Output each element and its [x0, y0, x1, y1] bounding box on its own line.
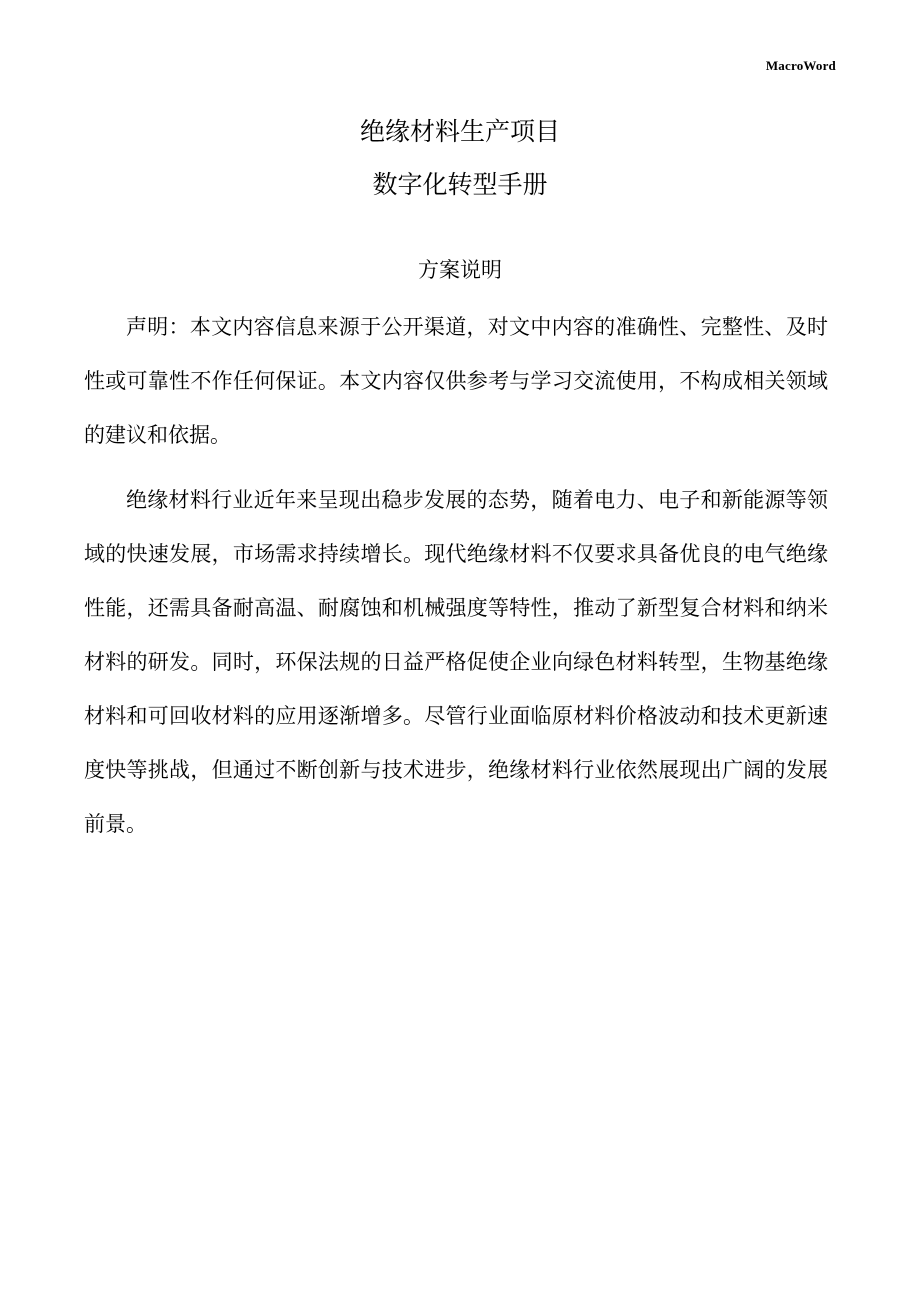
section-heading: 方案说明	[418, 258, 502, 282]
header-brand: MacroWord	[765, 58, 836, 73]
disclaimer-paragraph: 声明：本文内容信息来源于公开渠道，对文中内容的准确性、完整性、及时性或可靠性不作任何保证。本文内容仅供参考与学习交流使用，不构成相关领域的建议和依据。	[84, 315, 828, 447]
document-title	[0, 118, 920, 199]
industry-overview-paragraph: 绝缘材料行业近年来呈现出稳步发展的态势，随着电力、电子和新能源等领域的快速发展，市场需求持续增长。现代绝缘材料不仅要求具备优良的电气绝缘性能，还需具备耐高温、耐腐蚀和机械强度等特性，推动了新型复合材料和纳米材料的研发。同时，环保法规的日益严格促使企业向绿色材料转型，生物基绝缘材料和可回收材料的应用逐渐增多。尽管行业面临原材料价格波动和技术更新速度快等挑战，但通过不断创新与技术进步，绝缘材料行业依然展现出广阔的发展前景。	[84, 488, 828, 836]
title-line-1: 绝缘材料生产项目	[359, 117, 560, 146]
title-line-2: 数字化转型手册	[372, 170, 548, 199]
